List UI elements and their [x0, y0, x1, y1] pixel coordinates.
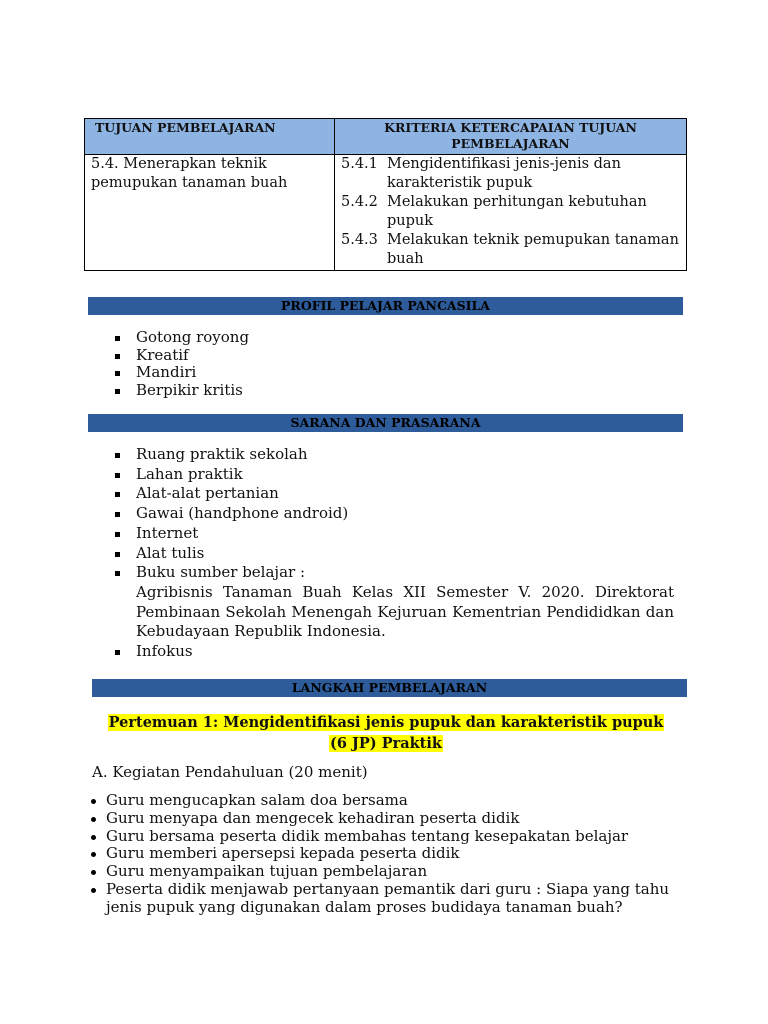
list-item: Alat-alat pertanian	[111, 484, 674, 504]
meeting-heading	[96, 712, 676, 754]
list-item: Internet	[111, 524, 674, 544]
criteria-number: 5.4.2	[341, 194, 378, 210]
sarana-list	[111, 445, 674, 662]
list-item: Ruang praktik sekolah	[111, 445, 674, 465]
criteria-number: 5.4.1	[341, 156, 378, 172]
criteria-item	[341, 155, 680, 193]
list-item: Kreatif	[111, 347, 671, 365]
profil-list	[111, 329, 671, 399]
book-source-label: Buku sumber belajar :	[136, 563, 306, 582]
criteria-text: Melakukan perhitungan kebutuhan pupuk	[387, 194, 647, 229]
list-item: Infokus	[111, 642, 674, 662]
criteria-text: Mengidentifikasi jenis-jenis dan karakteristik pupuk	[387, 156, 621, 191]
list-item: Guru menyapa dan mengecek kehadiran peserta didik	[90, 810, 680, 828]
list-item: Peserta didik menjawab pertanyaan pemantik dari guru : Siapa yang tahu jenis pupuk yang digunakan dalam proses budidaya tanaman buah?	[90, 881, 680, 917]
activity-list	[90, 792, 680, 917]
criteria-item	[341, 231, 680, 269]
section-bar-sarana: SARANA DAN PRASARANA	[88, 414, 683, 432]
table-row	[85, 155, 687, 271]
list-item: Gawai (handphone android)	[111, 504, 674, 524]
list-item	[111, 563, 674, 642]
list-item: Guru bersama peserta didik membahas tentang kesepakatan belajar	[90, 828, 680, 846]
list-item: Mandiri	[111, 364, 671, 382]
criteria-text: Melakukan teknik pemupukan tanaman buah	[387, 232, 679, 267]
criteria-number: 5.4.3	[341, 232, 378, 248]
list-item: Gotong royong	[111, 329, 671, 347]
criteria-cell	[335, 155, 687, 271]
list-item: Lahan praktik	[111, 465, 674, 485]
list-item: Guru menyampaikan tujuan pembelajaran	[90, 863, 680, 881]
objective-cell: 5.4. Menerapkan teknik pemupukan tanaman buah	[85, 155, 335, 271]
list-item: Alat tulis	[111, 544, 674, 564]
header-kriteria: KRITERIA KETERCAPAIAN TUJUAN PEMBELAJARAN	[335, 119, 687, 155]
section-bar-profil: PROFIL PELAJAR PANCASILA	[88, 297, 683, 315]
meeting-title-line2: (6 JP) Praktik	[330, 735, 442, 752]
header-tujuan: TUJUAN PEMBELAJARAN	[85, 119, 335, 155]
list-item: Guru memberi apersepsi kepada peserta didik	[90, 845, 680, 863]
section-a-heading: A. Kegiatan Pendahuluan (20 menit)	[92, 763, 368, 781]
list-item: Guru mengucapkan salam doa bersama	[90, 792, 680, 810]
section-bar-langkah: LANGKAH PEMBELAJARAN	[92, 679, 687, 697]
list-item: Berpikir kritis	[111, 382, 671, 400]
learning-objectives-table	[84, 118, 687, 271]
criteria-item	[341, 193, 680, 231]
table-header-row	[85, 119, 687, 155]
book-reference: Agribisnis Tanaman Buah Kelas XII Semester V. 2020. Direktorat Pembinaan Sekolah Menengah Kejuruan Kementrian Pendididkan dan Kebudayaan Republik Indonesia.	[136, 582, 674, 641]
meeting-title-line1: Pertemuan 1: Mengidentifikasi jenis pupuk dan karakteristik pupuk	[108, 714, 664, 731]
